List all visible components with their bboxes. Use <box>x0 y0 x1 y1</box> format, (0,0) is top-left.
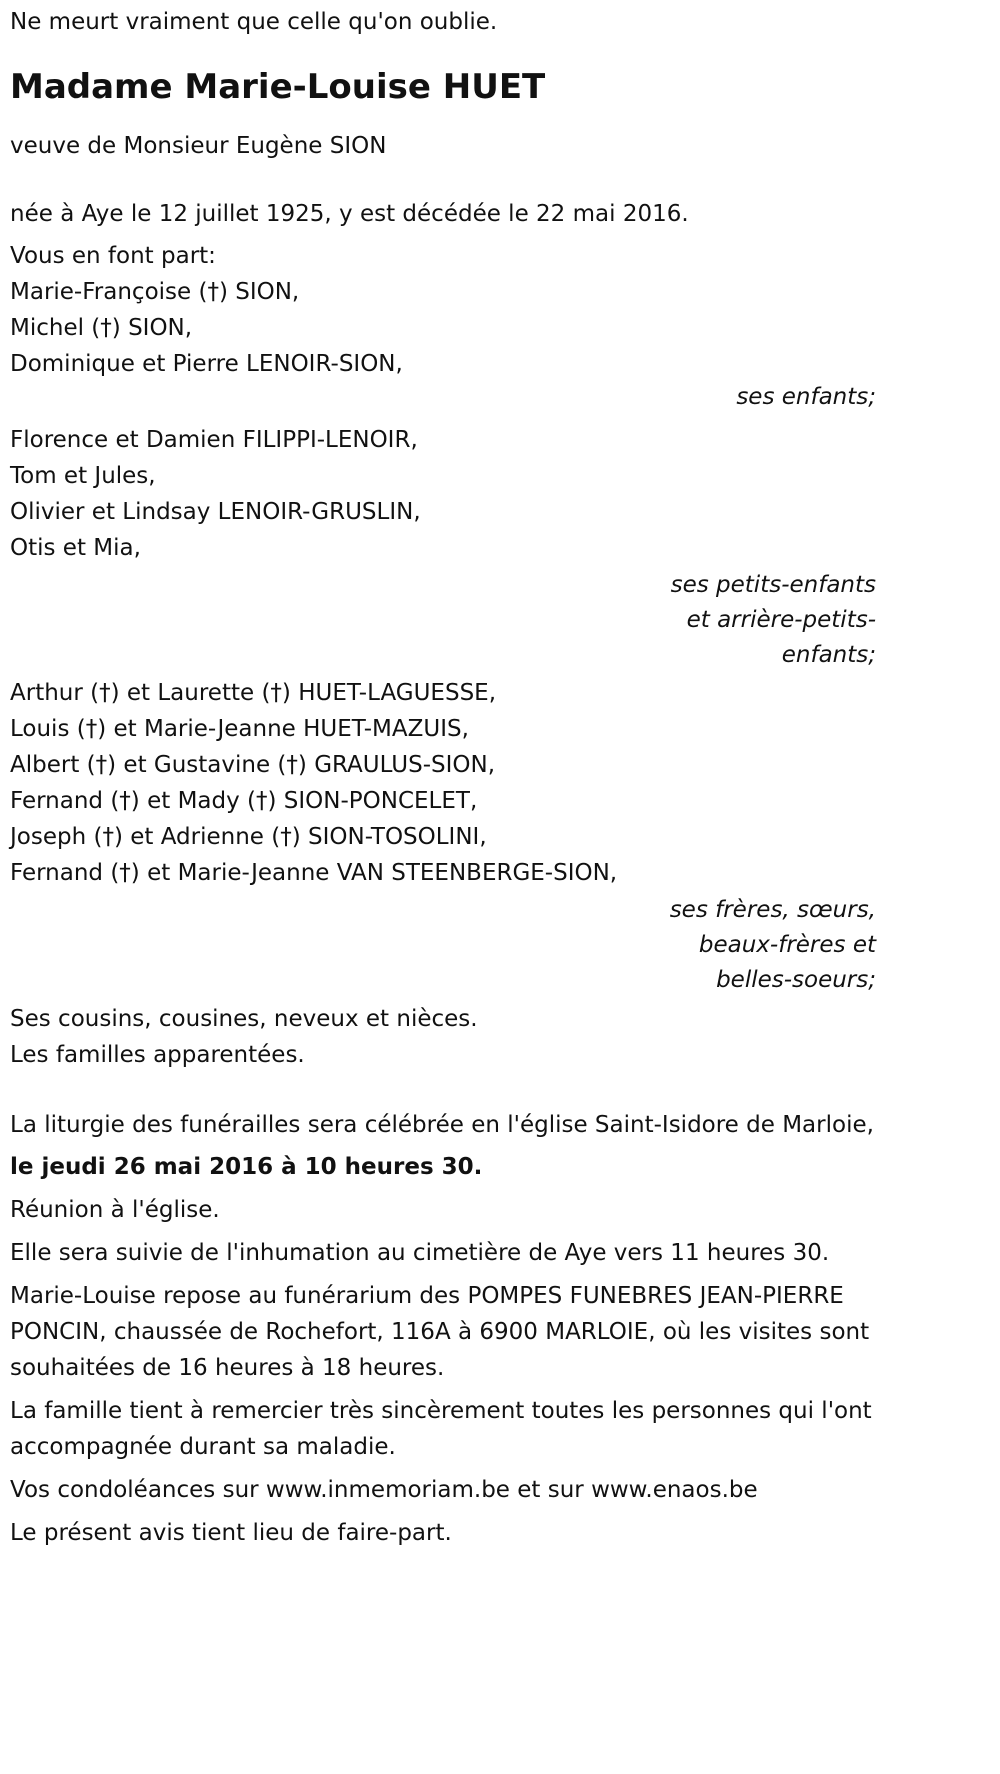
announce-intro: Vous en font part: <box>10 243 216 269</box>
family-line: Florence et Damien FILIPPI-LENOIR, <box>10 427 418 453</box>
relation-grandchildren <box>10 568 876 673</box>
relation-children: ses enfants; <box>736 384 876 410</box>
siblings-block <box>10 675 876 998</box>
relation-line: beaux-frères et <box>698 932 876 958</box>
family-line: Tom et Jules, <box>10 463 156 489</box>
family-line: Joseph (†) et Adrienne (†) SION-TOSOLINI, <box>10 824 487 850</box>
relation-line: et arrière-petits- <box>686 607 876 633</box>
thanks-paragraph: La famille tient à remercier très sincèrement toutes les personnes qui l'ont accompagnée durant sa maladie. <box>10 1398 872 1460</box>
family-line: Arthur (†) et Laurette (†) HUET-LAGUESSE, <box>10 680 497 706</box>
relation-line: ses petits-enfants <box>670 572 876 598</box>
family-line: Fernand (†) et Marie-Jeanne VAN STEENBERGE-SION, <box>10 860 618 886</box>
widow-of-line: veuve de Monsieur Eugène SION <box>10 133 387 159</box>
relation-line: enfants; <box>781 642 876 668</box>
family-line: Louis (†) et Marie-Jeanne HUET-MAZUIS, <box>10 716 469 742</box>
relation-siblings <box>10 893 876 998</box>
closing-line: Le présent avis tient lieu de faire-part. <box>10 1520 452 1546</box>
extended-family-block <box>10 1001 876 1073</box>
family-line: Albert (†) et Gustavine (†) GRAULUS-SION, <box>10 752 496 778</box>
family-line: Otis et Mia, <box>10 535 141 561</box>
meeting-line: Réunion à l'église. <box>10 1197 220 1223</box>
grandchildren-block <box>10 422 876 673</box>
birth-death-line: née à Aye le 12 juillet 1925, y est décédée le 22 mai 2016. <box>10 201 689 227</box>
relation-line: belles-soeurs; <box>716 967 876 993</box>
family-line: Olivier et Lindsay LENOIR-GRUSLIN, <box>10 499 421 525</box>
family-line: Dominique et Pierre LENOIR-SION, <box>10 351 403 377</box>
ceremony-date: le jeudi 26 mai 2016 à 10 heures 30. <box>10 1154 483 1180</box>
liturgy-paragraph: La liturgie des funérailles sera célébrée en l'église Saint-Isidore de Marloie, <box>10 1112 874 1138</box>
relation-line: ses frères, sœurs, <box>669 897 876 923</box>
deceased-name: Madame Marie-Louise HUET <box>10 67 546 107</box>
families-line: Les familles apparentées. <box>10 1042 305 1068</box>
condolences-line: Vos condoléances sur www.inmemoriam.be et sur www.enaos.be <box>10 1477 758 1503</box>
epitaph-quote: Ne meurt vraiment que celle qu'on oublie. <box>10 9 498 35</box>
burial-line: Elle sera suivie de l'inhumation au cimetière de Aye vers 11 heures 30. <box>10 1240 830 1266</box>
funerarium-paragraph: Marie-Louise repose au funérarium des POMPES FUNEBRES JEAN-PIERRE PONCIN, chaussée de Rochefort, 116A à 6900 MARLOIE, où les visites sont souhaitées de 16 heures à 18 heures. <box>10 1283 870 1381</box>
family-line: Michel (†) SION, <box>10 315 193 341</box>
children-block <box>10 274 876 415</box>
cousins-line: Ses cousins, cousines, neveux et nièces. <box>10 1006 478 1032</box>
family-line: Fernand (†) et Mady (†) SION-PONCELET, <box>10 788 478 814</box>
family-line: Marie-Françoise (†) SION, <box>10 279 300 305</box>
obituary-notice <box>10 0 876 1551</box>
